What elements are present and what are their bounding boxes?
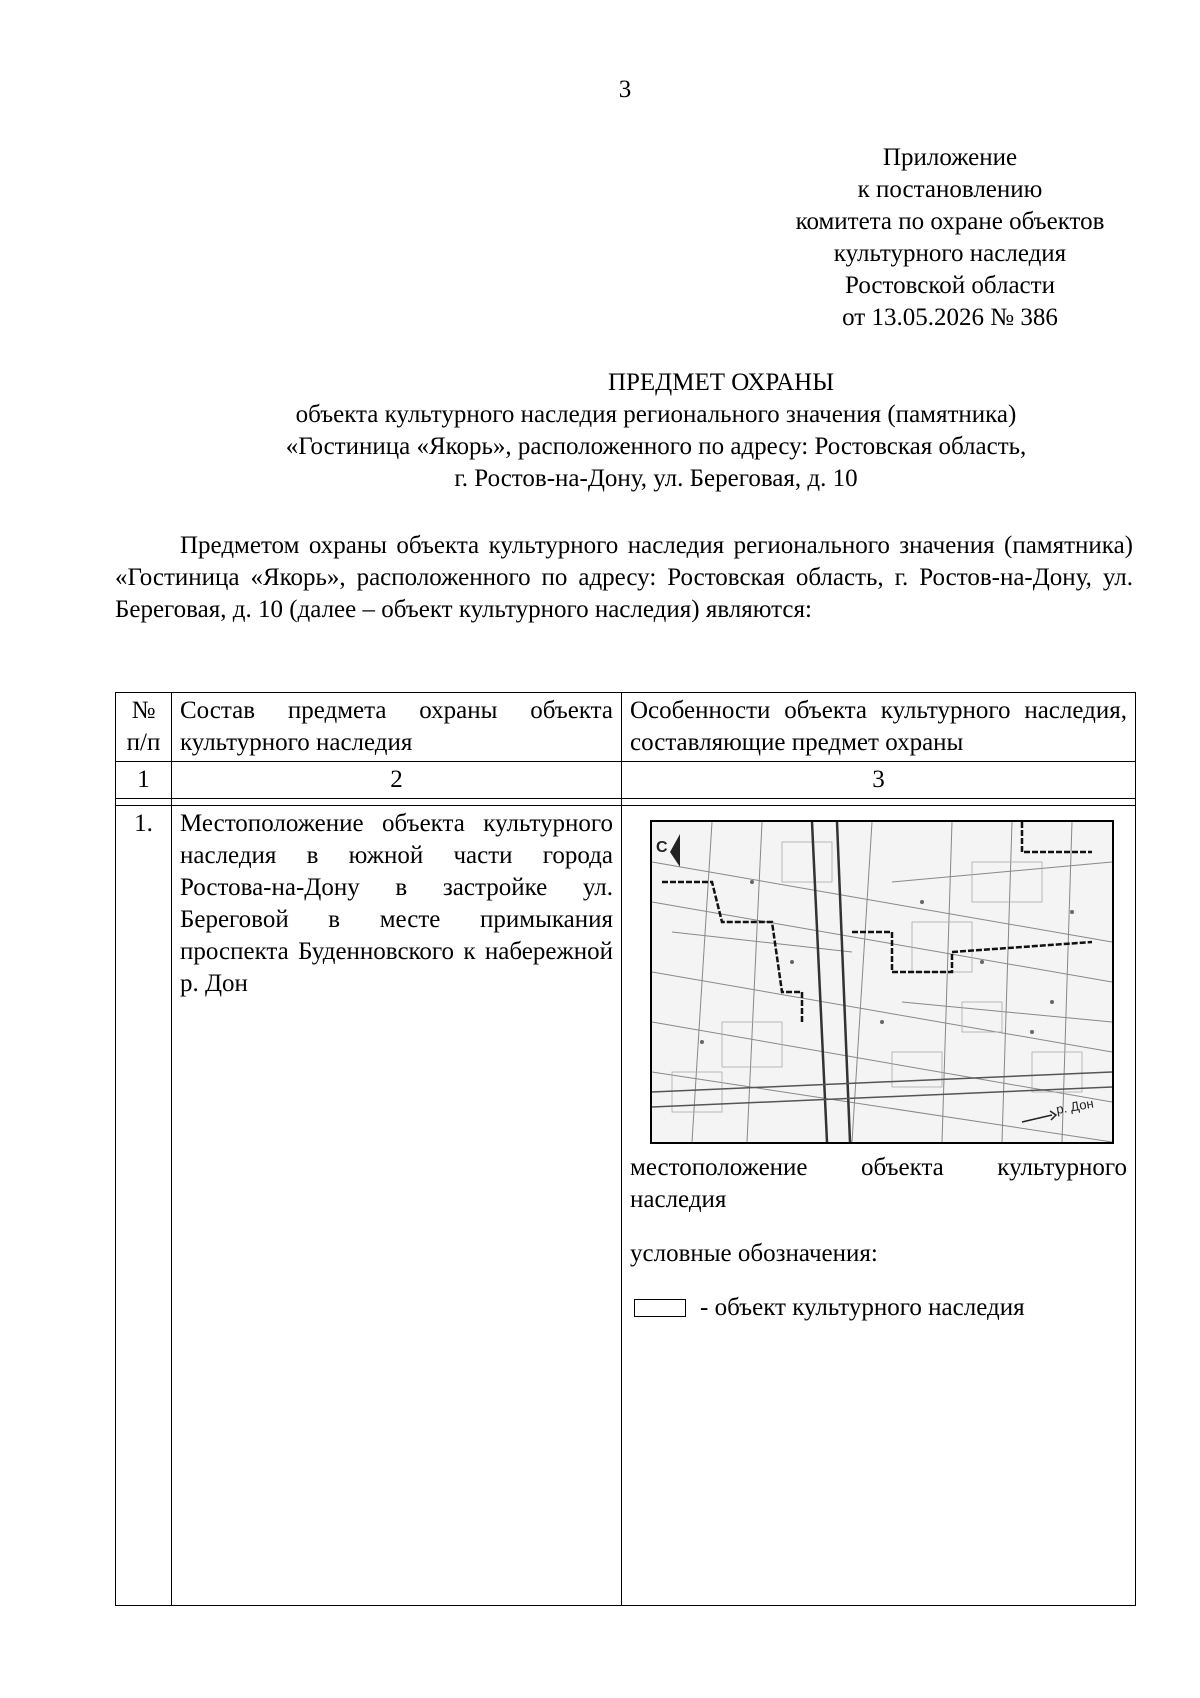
legend-swatch-icon xyxy=(634,1299,686,1317)
table-numbering-row xyxy=(116,762,1136,799)
row-features xyxy=(622,806,1136,1606)
spacer-cell xyxy=(622,799,1136,806)
map-caption: местоположение объекта культурного наследия xyxy=(630,1154,1127,1213)
map-label-north: С xyxy=(656,839,668,856)
spacer-cell xyxy=(116,799,172,806)
intro-paragraph: Предметом охраны объекта культурного наследия регионального значения (памятника) «Гостиница «Якорь», расположенного по адресу: Ростовская область, г. Ростов-на-Дону, ул. Береговая, д. 10 (далее – объект культурного наследия) являются: xyxy=(115,532,1133,623)
numbering-col3: 3 xyxy=(622,762,1136,799)
appendix-line: Приложение xyxy=(882,144,1018,171)
title-line: «Гостиница «Якорь», расположенного по адресу: Ростовская область, xyxy=(285,433,1027,460)
appendix-line: Ростовской области xyxy=(845,272,1055,299)
appendix-line: культурного наследия xyxy=(833,240,1067,267)
table-spacer-row xyxy=(116,799,1136,806)
legend-item-label: - объект культурного наследия xyxy=(700,1294,1025,1321)
page-number: 3 xyxy=(618,76,632,103)
appendix-block xyxy=(770,142,1130,334)
header-composition: Состав предмета охраны объекта культурного наследия xyxy=(172,693,622,762)
map-label-river: р. Дон xyxy=(1054,1095,1095,1117)
title-main: ПРЕДМЕТ ОХРАНЫ xyxy=(607,369,835,396)
numbering-col2: 2 xyxy=(172,762,622,799)
protection-table xyxy=(115,692,1136,1606)
table-row xyxy=(116,806,1136,1606)
spacer-cell xyxy=(172,799,622,806)
appendix-line: к постановлению xyxy=(857,176,1043,203)
header-features: Особенности объекта культурного наследия, составляющие предмет охраны xyxy=(622,693,1136,762)
appendix-line: от 13.05.2026 № 386 xyxy=(842,304,1058,331)
row-number: 1. xyxy=(116,806,172,1606)
title-line: объекта культурного наследия регионального значения (памятника) xyxy=(295,401,1017,428)
title-line: г. Ростов-на-Дону, ул. Береговая, д. 10 xyxy=(454,465,858,492)
location-map xyxy=(650,820,1114,1144)
map-drawing xyxy=(652,822,1112,1142)
legend-title: условные обозначения: xyxy=(630,1240,878,1267)
appendix-line: комитета по охране объектов xyxy=(795,208,1105,235)
row-composition: Местоположение объекта культурного наследия в южной части города Ростова-на-Дону в застройке ул. Береговой в месте примыкания проспекта Буденновского к набережной р. Дон xyxy=(172,806,622,1606)
legend-item xyxy=(630,1292,1127,1324)
document-title xyxy=(180,367,1132,495)
numbering-col1: 1 xyxy=(116,762,172,799)
header-number: № п/п xyxy=(116,693,172,762)
table-header-row xyxy=(116,693,1136,762)
